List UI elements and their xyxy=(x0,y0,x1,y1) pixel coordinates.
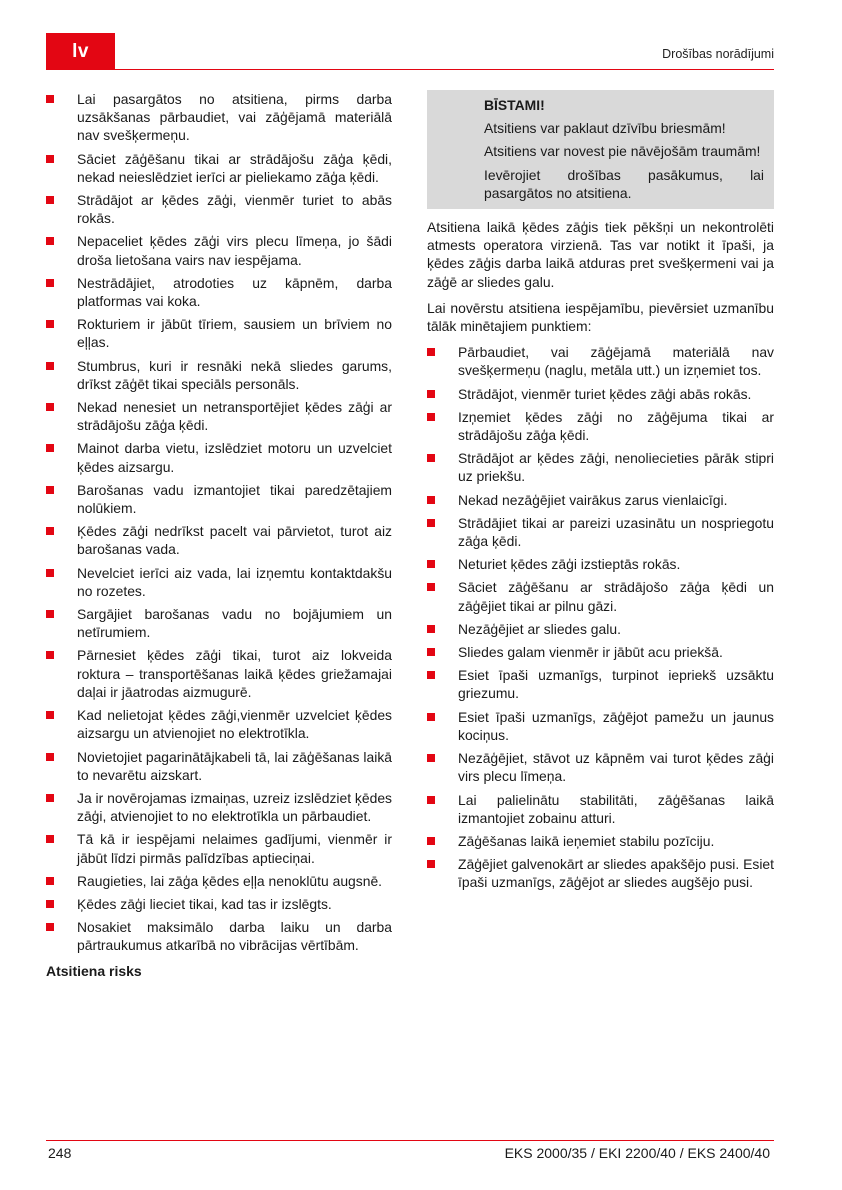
list-item: Pārnesiet ķēdes zāģi tikai, turot aiz lokveida roktura – transportēšanas laikā ķēdes griežamajai daļai ir jāatrodas aizmugurē. xyxy=(46,646,392,701)
list-item: Sāciet zāģēšanu tikai ar strādājošu zāģa ķēdi, nekad neieslēdziet ierīci ar pieliekamo zāģa ķēdi. xyxy=(46,150,392,186)
list-item: Nekad nezāģējiet vairākus zarus vienlaicīgi. xyxy=(427,491,774,509)
list-item: Tā kā ir iespējami nelaimes gadījumi, vienmēr ir jābūt līdzi pirmās palīdzības aptieciņai. xyxy=(46,830,392,866)
list-item: Strādājot ar ķēdes zāģi, nenoliecieties pārāk stipri uz priekšu. xyxy=(427,449,774,485)
right-bullet-list xyxy=(427,343,774,891)
language-tab: lv xyxy=(46,33,115,70)
header-divider xyxy=(115,69,774,70)
list-item: Strādājiet tikai ar pareizi uzasinātu un nospriegotu zāģa ķēdi. xyxy=(427,514,774,550)
list-item: Neturiet ķēdes zāģi izstieptās rokās. xyxy=(427,555,774,573)
list-item: Sāciet zāģēšanu ar strādājošo zāģa ķēdi un zāģējiet tikai ar pilnu gāzi. xyxy=(427,578,774,614)
list-item: Strādājot, vienmēr turiet ķēdes zāģi abās rokās. xyxy=(427,385,774,403)
list-item: Barošanas vadu izmantojiet tikai paredzētajiem nolūkiem. xyxy=(46,481,392,517)
page-number: 248 xyxy=(48,1145,72,1161)
section-title: Drošības norādījumi xyxy=(662,47,774,61)
list-item: Pārbaudiet, vai zāģējamā materiālā nav svešķermeņu (naglu, metāla utt.) un izņemiet tos. xyxy=(427,343,774,379)
list-item: Nezāģējiet ar sliedes galu. xyxy=(427,620,774,638)
list-item: Esiet īpaši uzmanīgs, turpinot iepriekš uzsāktu griezumu. xyxy=(427,666,774,702)
list-item: Sliedes galam vienmēr ir jābūt acu priekšā. xyxy=(427,643,774,661)
list-item: Zāģēšanas laikā ieņemiet stabilu pozīciju. xyxy=(427,832,774,850)
list-item: Lai pasargātos no atsitiena, pirms darba uzsākšanas pārbaudiet, vai zāģējamā materiālā nav svešķermeņu. xyxy=(46,90,392,145)
model-names: EKS 2000/35 / EKI 2200/40 / EKS 2400/40 xyxy=(504,1145,770,1161)
list-item: Sargājiet barošanas vadu no bojājumiem un netīrumiem. xyxy=(46,605,392,641)
list-item: Zāģējiet galvenokārt ar sliedes apakšējo pusi. Esiet īpaši uzmanīgs, zāģējot ar sliedes augšējo pusi. xyxy=(427,855,774,891)
list-item: Nevelciet ierīci aiz vada, lai izņemtu kontaktdakšu no rozetes. xyxy=(46,564,392,600)
kickback-description: Atsitiena laikā ķēdes zāģis tiek pēkšņi un nekontrolēti atmests operatora virzienā. Tas var notikt it īpaši, ja ķēdes zāģis darba laikā atduras pret svešķermeni vai ja zāģē ar sliedes galu. xyxy=(427,219,774,290)
kickback-prevention-intro: Lai novērstu atsitiena iespējamību, pievērsiet uzmanību tālāk minētajiem punktiem: xyxy=(427,299,774,335)
list-item: Lai palielinātu stabilitāti, zāģēšanas laikā izmantojiet zobainu atturi. xyxy=(427,791,774,827)
list-item: Izņemiet ķēdes zāģi no zāģējuma tikai ar strādājošu zāģa ķēdi. xyxy=(427,408,774,444)
list-item: Rokturiem ir jābūt tīriem, sausiem un brīviem no eļļas. xyxy=(46,315,392,351)
right-column xyxy=(427,90,774,897)
list-item: Nestrādājiet, atrodoties uz kāpnēm, darba platformas vai koka. xyxy=(46,274,392,310)
list-item: Nepaceliet ķēdes zāģi virs plecu līmeņa, jo šādi droša lietošana vairs nav iespējama. xyxy=(46,232,392,268)
list-item: Ķēdes zāģi lieciet tikai, kad tas ir izslēgts. xyxy=(46,895,392,913)
danger-title: BĪSTAMI! xyxy=(484,97,545,113)
list-item: Stumbrus, kuri ir resnāki nekā sliedes garums, drīkst zāģēt tikai speciāls personāls. xyxy=(46,357,392,393)
left-bullet-list xyxy=(46,90,392,955)
list-item: Nezāģējiet, stāvot uz kāpnēm vai turot ķēdes zāģi virs plecu līmeņa. xyxy=(427,749,774,785)
list-item: Nosakiet maksimālo darba laiku un darba pārtraukumus atkarībā no vibrācijas vērtībām. xyxy=(46,918,392,954)
list-item: Raugieties, lai zāģa ķēdes eļļa nenoklūtu augsnē. xyxy=(46,872,392,890)
list-item: Strādājot ar ķēdes zāģi, vienmēr turiet to abās rokās. xyxy=(46,191,392,227)
list-item: Mainot darba vietu, izslēdziet motoru un uzvelciet ķēdes aizsargu. xyxy=(46,439,392,475)
danger-line: Atsitiens var paklaut dzīvību briesmām! xyxy=(484,120,726,137)
list-item: Ķēdes zāģi nedrīkst pacelt vai pārvietot, turot aiz barošanas vada. xyxy=(46,522,392,558)
kickback-risk-heading: Atsitiena risks xyxy=(46,962,142,979)
list-item: Kad nelietojat ķēdes zāģi,vienmēr uzvelciet ķēdes aizsargu un atvienojiet no elektrotīkla. xyxy=(46,706,392,742)
left-column xyxy=(46,90,392,980)
footer-divider xyxy=(46,1140,774,1141)
danger-line: Atsitiens var novest pie nāvējošām traumām! xyxy=(484,143,761,160)
danger-line: Ievērojiet drošības pasākumus, lai pasargātos no atsitiena. xyxy=(484,166,764,201)
list-item: Novietojiet pagarinātājkabeli tā, lai zāģēšanas laikā to nevarētu aizskart. xyxy=(46,748,392,784)
list-item: Nekad nenesiet un netransportējiet ķēdes zāģi ar strādājošu zāģa ķēdi. xyxy=(46,398,392,434)
list-item: Ja ir novērojamas izmaiņas, uzreiz izslēdziet ķēdes zāģi, atvienojiet to no elektrotīkla un pārbaudiet. xyxy=(46,789,392,825)
list-item: Esiet īpaši uzmanīgs, zāģējot pamežu un jaunus kociņus. xyxy=(427,708,774,744)
danger-warning-box xyxy=(427,90,774,209)
